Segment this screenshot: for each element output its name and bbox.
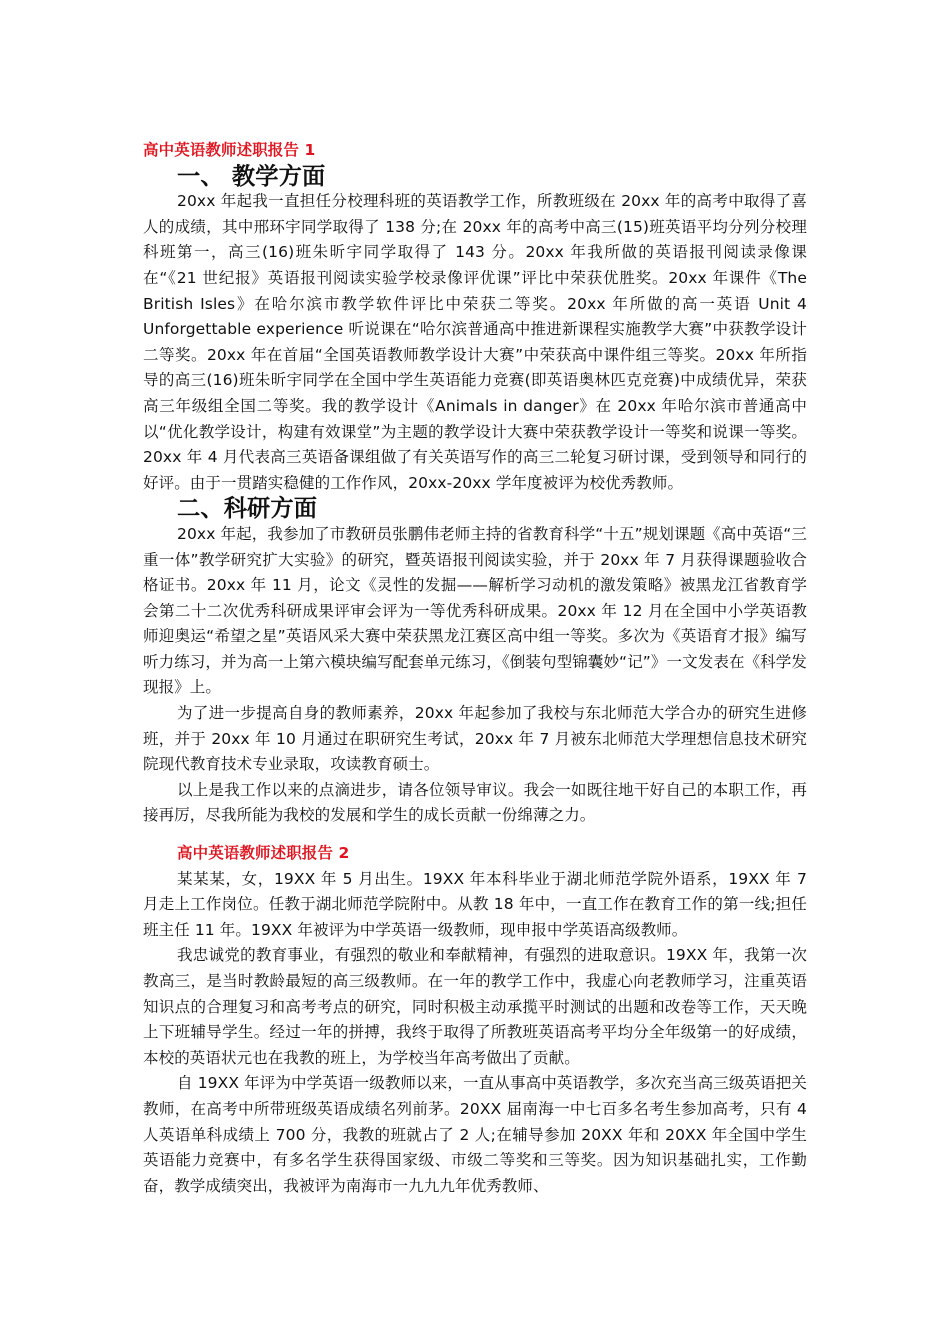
report2-title: 高中英语教师述职报告 2	[177, 844, 350, 863]
paragraph: 自 19XX 年评为中学英语一级教师以来，一直从事高中英语教学，多次充当高三级英语把关教师，在高考中所带班级英语成绩名列前茅。20XX 届南海一中七百多名考生参加高考，只有 4 人英语单科成绩上 700 分，我教的班就占了 2 人;在辅导参加 20XX 年和 20XX 年全国中学生英语能力竞赛中，有多名学生获得国家级、市级二等奖和三等奖。因为知识基础扎实，工作勤奋，教学成绩突出，我被评为南海市一九九九年优秀教师、	[143, 1074, 807, 1195]
section-heading-teaching: 一、 教学方面	[177, 162, 326, 190]
document-body	[143, 138, 807, 1199]
paragraph: 20xx 年起，我参加了市教研员张鹏伟老师主持的省教育科学“十五”规划课题《高中英语“三重一体”教学研究扩大实验》的研究，暨英语报刊阅读实验，并于 20xx 年 7 月获得课题验收合格证书。20xx 年 11 月，论文《灵性的发掘——解析学习动机的激发策略》被黑龙江省教育学会第二十二次优秀科研成果评审会评为一等优秀科研成果。20xx 年 12 月在全国中小学英语教师迎奥运“希望之星”英语风采大赛中荣获黑龙江赛区高中组一等奖。多次为《英语育才报》编写听力练习，并为高一上第六模块编写配套单元练习，《倒装句型锦囊妙“记”》一文发表在《科学发现报》上。	[143, 524, 807, 697]
section-heading-research: 二、科研方面	[177, 495, 318, 523]
paragraph: 我忠诚党的教育事业，有强烈的敬业和奉献精神，有强烈的进取意识。19XX 年，我第一次教高三，是当时教龄最短的高三级教师。在一年的教学工作中，我虚心向老教师学习，注重英语知识点的合理复习和高考考点的研究，同时积极主动承揽平时测试的出题和改卷等工作，天天晚上下班辅导学生。经过一年的拼搏，我终于取得了所教班英语高考平均分全年级第一的好成绩，本校的英语状元也在我教的班上，为学校当年高考做出了贡献。	[143, 946, 807, 1067]
paragraph: 20xx 年起我一直担任分校理科班的英语教学工作，所教班级在 20xx 年的高考中取得了喜人的成绩，其中邢环宇同学取得了 138 分;在 20xx 年的高考中高三(15)班英语平均分列分校理科班第一，高三(16)班朱昕宇同学取得了 143 分。20xx 年我所做的英语报刊阅读录像课在“《21 世纪报》英语报刊阅读实验学校录像评优课”评比中荣获优胜奖。20xx 年课件《The British Isles》在哈尔滨市教学软件评比中荣获二等奖。20xx 年所做的高一英语 Unit 4 Unforgettable experience 听说课在“哈尔滨普通高中推进新课程实施教学大赛”中获教学设计二等奖。20xx 年在首届“全国英语教师教学设计大赛”中荣获高中课件组三等奖。20xx 年所指导的高三(16)班朱昕宇同学在全国中学生英语能力竞赛(即英语奥林匹克竞赛)中成绩优异，荣获高三年级组全国二等奖。我的教学设计《Animals in danger》在 20xx 年哈尔滨市普通高中以“优化教学设计，构建有效课堂”为主题的教学设计大赛中荣获教学设计一等奖和说课一等奖。20xx 年 4 月代表高三英语备课组做了有关英语写作的高三二轮复习研讨课，受到领导和同行的好评。由于一贯踏实稳健的工作作风，20xx-20xx 学年度被评为校优秀教师。	[143, 192, 807, 492]
paragraph: 某某某，女，19XX 年 5 月出生。19XX 年本科毕业于湖北师范学院外语系，19XX 年 7 月走上工作岗位。任教于湖北师范学院附中。从教 18 年中，一直工作在教育工作的第一线;担任班主任 11 年。19XX 年被评为中学英语一级教师，现申报中学英语高级教师。	[143, 869, 807, 939]
paragraph: 为了进一步提高自身的教师素养，20xx 年起参加了我校与东北师范大学合办的研究生进修班，并于 20xx 年 10 月通过在职研究生考试，20xx 年 7 月被东北师范大学理想信息技术研究院现代教育技术专业录取，攻读教育硕士。	[143, 704, 807, 774]
report1-title: 高中英语教师述职报告 1	[143, 141, 316, 159]
paragraph: 以上是我工作以来的点滴进步，请各位领导审议。我会一如既往地干好自己的本职工作，再接再厉，尽我所能为我校的发展和学生的成长贡献一份绵薄之力。	[143, 780, 807, 825]
